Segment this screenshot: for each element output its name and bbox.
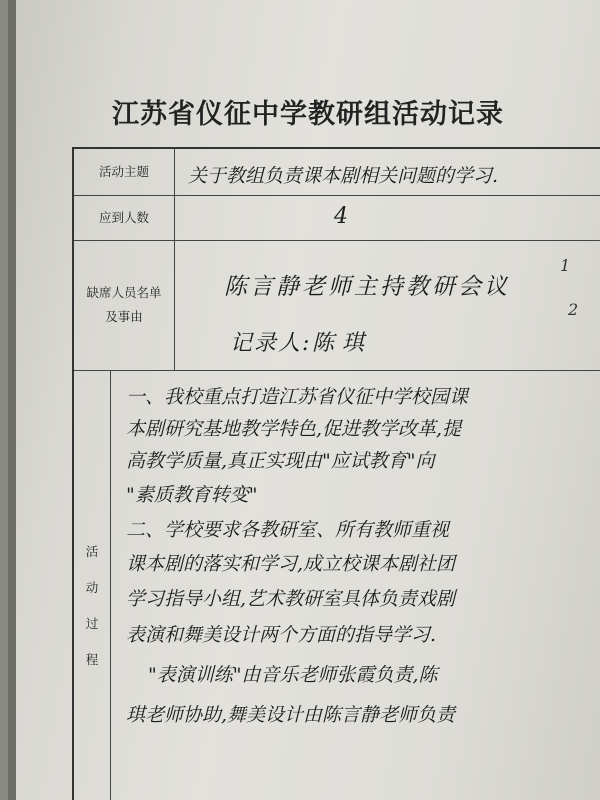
process-line: "表演训练"由音乐老师张霞负责,陈 (148, 664, 438, 686)
process-line: 一、我校重点打造江苏省仪征中学校园课 (126, 386, 469, 408)
process-label-char: 活 (85, 544, 99, 559)
margin-mark: 1 (560, 256, 571, 275)
absent-label-line1: 缺席人员名单 (86, 285, 162, 301)
attendee-count: 4 (334, 204, 348, 229)
attendees-label: 应到人数 (74, 195, 175, 240)
theme-label: 活动主题 (74, 149, 175, 195)
process-label (74, 370, 111, 800)
process-label-char: 过 (85, 616, 99, 631)
absent-label (74, 240, 175, 370)
recorder-name: 陈琪 (312, 331, 373, 356)
page-title: 江苏省仪征中学教研组活动记录 (112, 99, 504, 130)
record-table (72, 147, 600, 800)
process-line: 表演和舞美设计两个方面的指导学习. (126, 624, 437, 646)
process-line: 课本剧的落实和学习,成立校课本剧社团 (126, 553, 456, 575)
theme-row (74, 149, 600, 196)
margin-mark: 2 (568, 300, 579, 319)
absent-row (74, 240, 600, 371)
process-line: 琪老师协助,舞美设计由陈言静老师负责 (126, 704, 456, 726)
absent-note: 陈言静老师主持教研会议 (224, 274, 510, 300)
document-sheet (8, 0, 600, 800)
process-line: 二、学校要求各教研室、所有教师重视 (126, 519, 450, 541)
attendees-row (74, 195, 600, 241)
process-line: 本剧研究基地教学特色,促进教学改革,提 (126, 418, 462, 440)
process-line: 高教学质量,真正实现由"应试教育"向 (126, 450, 435, 472)
process-line: 学习指导小组,艺术教研室具体负责戏剧 (126, 588, 456, 610)
absent-label-line2: 及事由 (105, 309, 143, 324)
process-line: "素质教育转变" (126, 484, 258, 506)
process-label-char: 动 (85, 580, 99, 595)
process-row (74, 370, 600, 800)
recorder-label: 记录人: (230, 331, 312, 356)
theme-value: 关于教组负责课本剧相关问题的学习. (188, 165, 499, 187)
process-label-char: 程 (85, 652, 99, 667)
